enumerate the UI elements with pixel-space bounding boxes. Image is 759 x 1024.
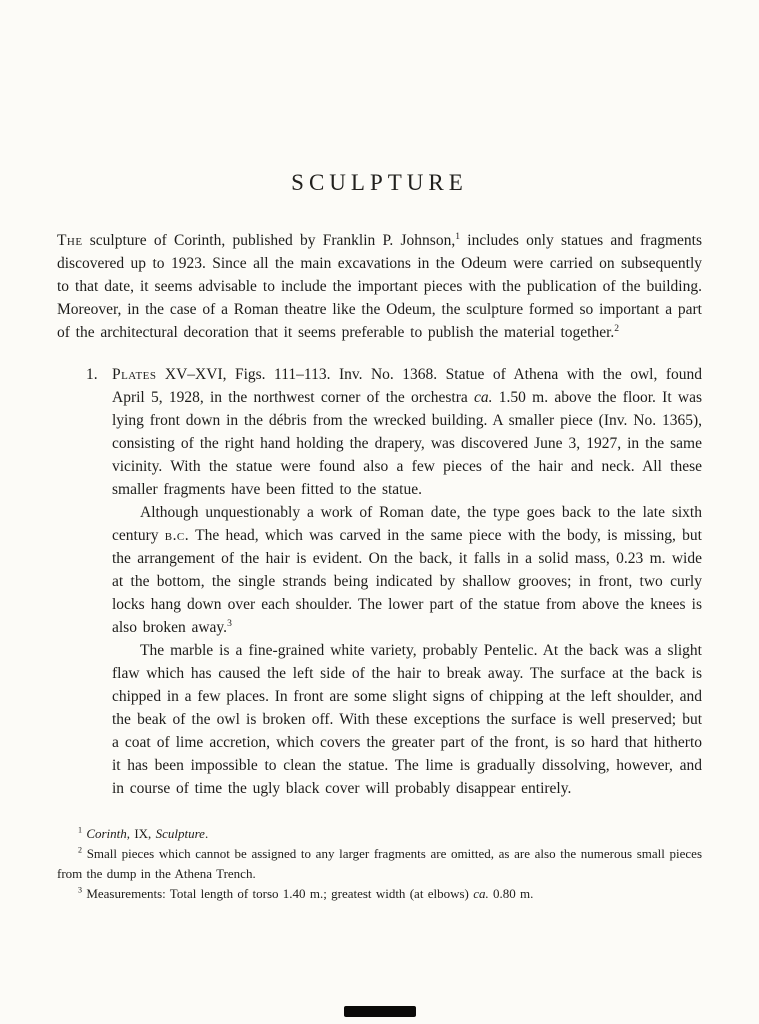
page-title: SCULPTURE	[291, 170, 468, 195]
page-content	[57, 0, 702, 904]
scan-artifact	[344, 1006, 416, 1017]
footnote-3: $^3$ Measurements: Total length of torso 1.40 m.; greatest width (at elbows) ca. 0.80 m.	[78, 885, 534, 901]
footnotes	[57, 824, 702, 904]
intro-paragraph: The sculpture of Corinth, published by Franklin P. Johnson,$^1$ includes only statues and fragments discovered up to 1923. Since all the main excavations in the Odeum were carried on subsequently to that date, it seems advisable to include the important pieces with the publication of the building. Moreover, in the case of a Roman theatre like the Odeum, the sculpture formed so important a part of the architectural decoration that it seems preferable to publish the material together.$^2$	[57, 230, 702, 341]
footnote-2: $^2$ Small pieces which cannot be assigned to any larger fragments are omitted, as are also the numerous small pieces from the dump in the Athena Trench.	[57, 845, 702, 881]
entry-paragraph-3: The marble is a fine-grained white variety, probably Pentelic. At the back was a slight flaw which has caused the left side of the hair to break away. The surface at the back is chipped in a few places. In front are some slight signs of chipping at the left shoulder, and the beak of the owl is broken off. With these exceptions the surface is well preserved; but a coat of lime accretion, which covers the greater part of the front, is so hard that hitherto it has been impossible to clean the statue. The lime is gradually dissolving, however, and in course of time the ugly black cover will probably disappear entirely.	[112, 642, 702, 797]
entry-number: 1.	[86, 366, 98, 383]
entry-paragraph-1: Plates XV–XVI, Figs. 111–113. Inv. No. 1368. Statue of Athena with the owl, found April 5, 1928, in the northwest corner of the orchestra ca. 1.50 m. above the floor. It was lying front down in the débris from the wrecked building. A smaller piece (Inv. No. 1365), consisting of the right hand holding the drapery, was discovered June 3, 1927, in the same vicinity. With the statue were found also a few pieces of the hair and neck. All these smaller fragments have been fitted to the statue.	[112, 366, 702, 498]
entry-1	[86, 363, 702, 800]
footnote-1: $^1$ Corinth, IX, Sculpture.	[78, 825, 209, 841]
entry-paragraph-2: Although unquestionably a work of Roman date, the type goes back to the late sixth century b.c. The head, which was carved in the same piece with the body, is missing, but the arrangement of the hair is evident. On the back, it falls in a solid mass, 0.23 m. wide at the bottom, the single strands being indicated by shallow grooves; in front, two curly locks hang down over each shoulder. The lower part of the statue from above the knees is also broken away.$^3$	[112, 504, 702, 636]
